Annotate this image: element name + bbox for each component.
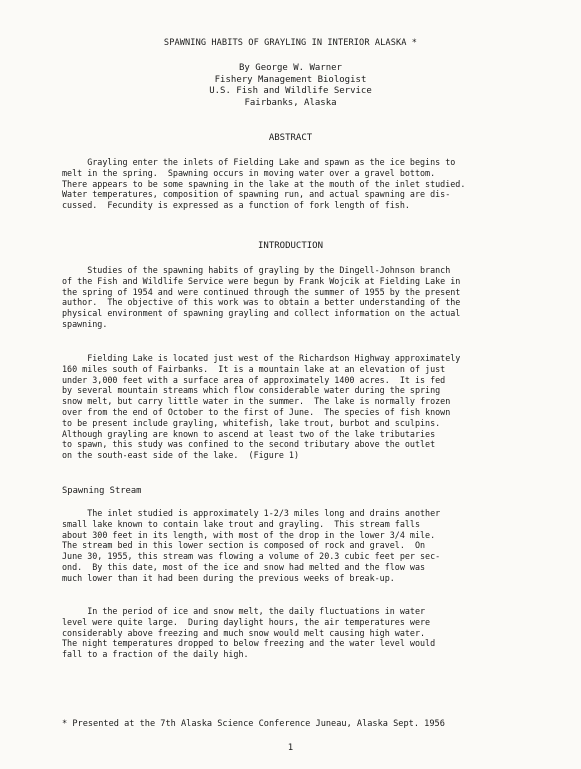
intro-line: by several mountain streams which flow considerable water during the spring	[62, 385, 441, 396]
abstract-line: cussed. Fecundity is expressed as a function of fork length of fish.	[62, 200, 410, 211]
stream-line: June 30, 1955, this stream was flowing a volume of 20.3 cubic feet per sec-	[62, 551, 441, 562]
intro-line: under 3,000 feet with a surface area of approximately 1400 acres. It is fed	[62, 374, 446, 385]
abstract-line: Water temperatures, composition of spawning run, and actual spawning are dis-	[62, 189, 451, 200]
spawning-stream-paragraph-2	[62, 606, 548, 660]
author-block	[0, 63, 581, 109]
intro-line: of the Fish and Wildlife Service were begun by Frank Wojcik at Fielding Lake in	[62, 275, 461, 286]
stream-line: ond. By this date, most of the ice and snow had melted and the flow was	[62, 561, 426, 572]
intro-line: spawning.	[62, 318, 108, 329]
footnote: * Presented at the 7th Alaska Science Conference Juneau, Alaska Sept. 1956	[62, 719, 445, 729]
author-byline: By George W. Warner	[239, 63, 342, 73]
page-number: 1	[287, 743, 294, 753]
introduction-heading: INTRODUCTION	[257, 241, 324, 251]
intro-line: Fielding Lake is located just west of the Richardson Highway approximately	[62, 353, 461, 363]
stream-line: much lower than it had been during the previous weeks of break-up.	[62, 572, 395, 583]
author-location: Fairbanks, Alaska	[244, 97, 337, 108]
abstract-line: There appears to be some spawning in the lake at the mouth of the inlet studied.	[62, 178, 466, 189]
stream-line: considerably above freezing and much snow would melt causing high water.	[62, 627, 426, 638]
intro-line: Studies of the spawning habits of grayling by the Dingell-Johnson branch	[62, 265, 451, 275]
stream-line: The stream bed in this lower section is composed of rock and gravel. On	[62, 540, 426, 551]
intro-line: 160 miles south of Fairbanks. It is a mountain lake at an elevation of just	[62, 363, 446, 374]
stream-line: fall to a fraction of the daily high.	[62, 649, 249, 660]
document-title: SPAWNING HABITS OF GRAYLING IN INTERIOR ALASKA *	[163, 38, 418, 48]
intro-line: Although grayling are known to ascend at least two of the lake tributaries	[62, 428, 436, 439]
stream-line: In the period of ice and snow melt, the daily fluctuations in water	[62, 606, 426, 616]
intro-line: author. The objective of this work was to obtain a better understanding of the	[62, 297, 461, 308]
abstract-paragraph	[62, 157, 548, 211]
intro-line: on the south-east side of the lake. (Figure 1)	[62, 450, 299, 461]
intro-line: physical environment of spawning grayling and collect information on the actual	[62, 308, 461, 319]
stream-line: The night temperatures dropped to below freezing and the water level would	[62, 638, 436, 649]
spawning-stream-heading: Spawning Stream	[62, 486, 142, 496]
author-position: Fishery Management Biologist	[214, 74, 367, 85]
introduction-paragraph-1	[62, 265, 548, 330]
stream-line: The inlet studied is approximately 1-2/3 miles long and drains another	[62, 508, 441, 518]
intro-line: to be present include grayling, whitefish, lake trout, burbot and sculpins.	[62, 417, 441, 428]
stream-line: level were quite large. During daylight hours, the air temperatures were	[62, 616, 431, 627]
intro-line: over from the end of October to the first of June. The species of fish known	[62, 406, 451, 417]
abstract-heading: ABSTRACT	[268, 133, 313, 143]
intro-line: the spring of 1954 and were continued through the summer of 1955 by the present	[62, 286, 461, 297]
author-agency: U.S. Fish and Wildlife Service	[209, 86, 372, 96]
abstract-line: Grayling enter the inlets of Fielding Lake and spawn as the ice begins to	[62, 157, 456, 167]
intro-line: snow melt, but carry little water in the summer. The lake is normally frozen	[62, 396, 451, 407]
abstract-line: melt in the spring. Spawning occurs in moving water over a gravel bottom.	[62, 167, 436, 178]
stream-line: small lake known to contain lake trout and grayling. This stream falls	[62, 518, 420, 529]
introduction-paragraph-2	[62, 353, 548, 461]
intro-line: to spawn, this study was confined to the second tributary above the outlet	[62, 439, 436, 450]
spawning-stream-paragraph-1	[62, 508, 548, 584]
stream-line: about 300 feet in its length, with most of the drop in the lower 3/4 mile.	[62, 529, 436, 540]
